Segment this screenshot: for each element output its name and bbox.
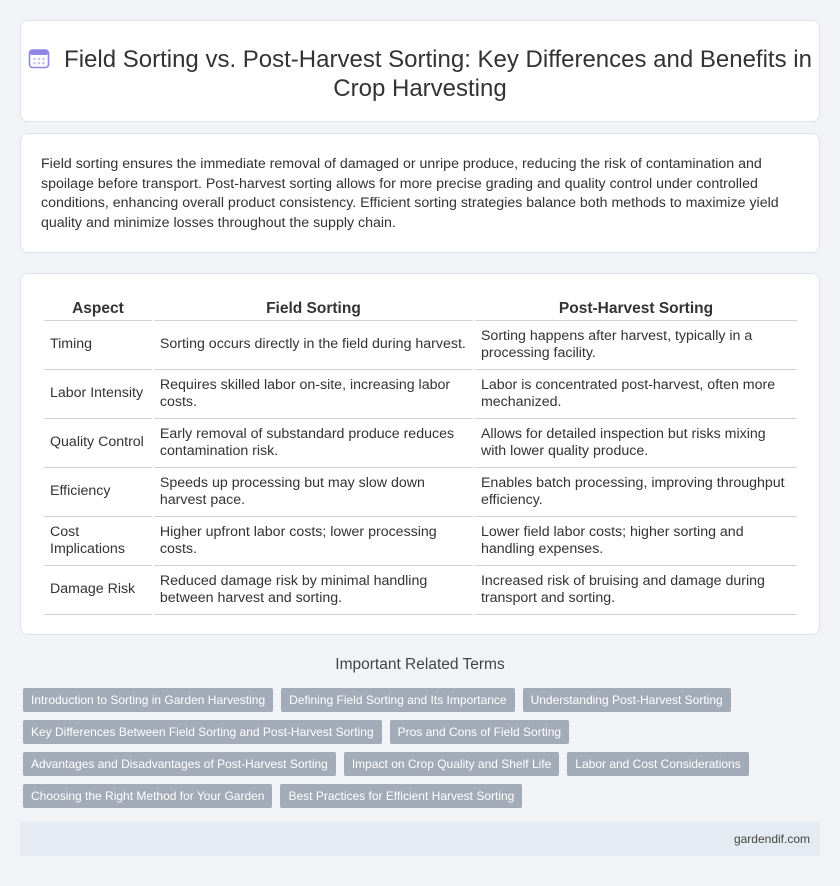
field-sorting-cell: Requires skilled labor on-site, increasing labor costs. bbox=[154, 370, 473, 419]
footer-bar bbox=[20, 822, 820, 856]
header-field-sorting: Field Sorting bbox=[154, 295, 473, 321]
table-row bbox=[44, 370, 797, 419]
tag-row bbox=[23, 720, 813, 744]
tag-row bbox=[23, 688, 813, 712]
aspect-cell: Timing bbox=[44, 321, 152, 370]
tag-row bbox=[23, 784, 813, 808]
table-row bbox=[44, 468, 797, 517]
footer-site-link[interactable]: gardendif.com bbox=[733, 832, 810, 846]
related-terms-tags bbox=[23, 688, 813, 816]
related-terms-heading: Important Related Terms bbox=[335, 656, 505, 673]
field-sorting-cell: Speeds up processing but may slow down harvest pace. bbox=[154, 468, 473, 517]
field-sorting-cell: Reduced damage risk by minimal handling between harvest and sorting. bbox=[154, 566, 473, 615]
related-term-tag[interactable]: Introduction to Sorting in Garden Harvesting bbox=[23, 688, 273, 712]
post-harvest-cell: Allows for detailed inspection but risks mixing with lower quality produce. bbox=[475, 419, 797, 468]
aspect-cell: Quality Control bbox=[44, 419, 152, 468]
header-aspect: Aspect bbox=[44, 295, 152, 321]
aspect-cell: Efficiency bbox=[44, 468, 152, 517]
related-term-tag[interactable]: Key Differences Between Field Sorting and Post-Harvest Sorting bbox=[23, 720, 382, 744]
field-sorting-cell: Sorting occurs directly in the field during harvest. bbox=[154, 321, 473, 370]
intro-paragraph: Field sorting ensures the immediate removal of damaged or unripe produce, reducing the risk of contamination and spoilage before transport. Post-harvest sorting allows for more precise grading and quality control under controlled conditions, enhancing overall product consistency. Efficient sorting strategies balance both methods to maximize yield quality and minimize losses throughout the supply chain. bbox=[41, 156, 779, 231]
field-sorting-cell: Higher upfront labor costs; lower processing costs. bbox=[154, 517, 473, 566]
related-term-tag[interactable]: Advantages and Disadvantages of Post-Harvest Sorting bbox=[23, 752, 336, 776]
tag-row bbox=[23, 752, 813, 776]
page-title: Field Sorting vs. Post-Harvest Sorting: Key Differences and Benefits in Crop Harvesting bbox=[64, 46, 812, 102]
post-harvest-cell: Increased risk of bruising and damage during transport and sorting. bbox=[475, 566, 797, 615]
title-card bbox=[20, 20, 820, 122]
table-header-row bbox=[44, 295, 797, 321]
aspect-cell: Cost Implications bbox=[44, 517, 152, 566]
page-title-wrap bbox=[21, 45, 819, 103]
comparison-card bbox=[20, 273, 820, 635]
post-harvest-cell: Labor is concentrated post-harvest, often more mechanized. bbox=[475, 370, 797, 419]
related-term-tag[interactable]: Labor and Cost Considerations bbox=[567, 752, 748, 776]
calendar-icon bbox=[28, 47, 50, 69]
field-sorting-cell: Early removal of substandard produce reduces contamination risk. bbox=[154, 419, 473, 468]
related-term-tag[interactable]: Best Practices for Efficient Harvest Sorting bbox=[280, 784, 522, 808]
table-row bbox=[44, 321, 797, 370]
aspect-cell: Labor Intensity bbox=[44, 370, 152, 419]
aspect-cell: Damage Risk bbox=[44, 566, 152, 615]
header-post-harvest-sorting: Post-Harvest Sorting bbox=[475, 295, 797, 321]
table-row bbox=[44, 517, 797, 566]
table-row bbox=[44, 419, 797, 468]
table-row bbox=[44, 566, 797, 615]
intro-card bbox=[20, 133, 820, 253]
comparison-table bbox=[42, 295, 799, 615]
related-term-tag[interactable]: Defining Field Sorting and Its Importance bbox=[281, 688, 514, 712]
post-harvest-cell: Enables batch processing, improving throughput efficiency. bbox=[475, 468, 797, 517]
related-term-tag[interactable]: Understanding Post-Harvest Sorting bbox=[523, 688, 731, 712]
related-term-tag[interactable]: Choosing the Right Method for Your Garden bbox=[23, 784, 272, 808]
related-term-tag[interactable]: Impact on Crop Quality and Shelf Life bbox=[344, 752, 559, 776]
related-term-tag[interactable]: Pros and Cons of Field Sorting bbox=[390, 720, 569, 744]
post-harvest-cell: Lower field labor costs; higher sorting and handling expenses. bbox=[475, 517, 797, 566]
post-harvest-cell: Sorting happens after harvest, typically in a processing facility. bbox=[475, 321, 797, 370]
